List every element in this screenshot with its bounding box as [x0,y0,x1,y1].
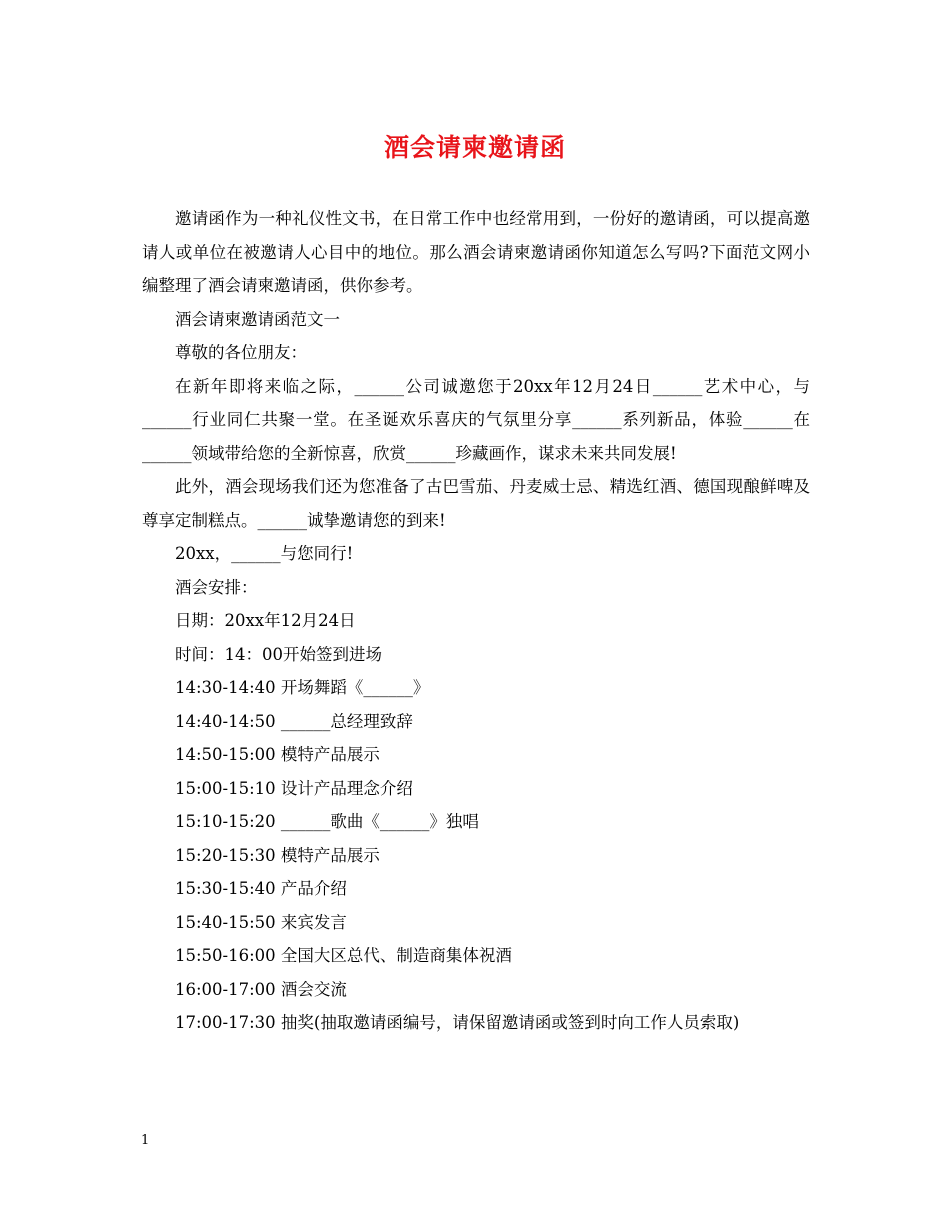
schedule-item: 14:40-14:50 ______总经理致辞 [175,711,413,731]
schedule-item: 15:00-15:10 设计产品理念介绍 [175,778,413,798]
schedule-item: 15:30-15:40 产品介绍 [175,879,347,898]
schedule-item: 14:30-14:40 开场舞蹈《______》 [175,678,430,697]
extras-paragraph: 此外，酒会现场我们还为您准备了古巴雪茄、丹麦威士忌、精选红酒、德国现酿鲜啤及尊享定制糕点。______诚挚邀请您的到来! [142,477,810,530]
section-heading: 酒会请柬邀请函范文一 [175,309,340,329]
schedule-time: 时间：14：00开始签到进场 [175,644,382,664]
invitation-paragraph: 在新年即将来临之际，______公司诚邀您于20xx年12月24日______艺术中心，与______行业同仁共聚一堂。在圣诞欢乐喜庆的气氛里分享______系列新品，体验______在______领域带给您的全新惊喜，欣赏______珍藏画作，谋求未来共同发展! [142,376,810,463]
intro-paragraph: 邀请函作为一种礼仪性文书，在日常工作中也经常用到，一份好的邀请函，可以提高邀请人或单位在被邀请人心目中的地位。那么酒会请柬邀请函你知道怎么写吗?下面范文网小编整理了酒会请柬邀请函，供你参考。 [142,209,810,295]
schedule-item: 17:00-17:30 抽奖(抽取邀请函编号，请保留邀请函或签到时向工作人员索取) [175,1013,740,1032]
document-body [142,202,810,1040]
schedule-item: 15:40-15:50 来宾发言 [175,912,347,932]
slogan-line: 20xx，______与您同行! [175,544,354,563]
schedule-item: 15:20-15:30 模特产品展示 [175,845,380,865]
salutation: 尊敬的各位朋友： [175,343,307,362]
page-number: 1 [141,1133,150,1148]
schedule-item: 16:00-17:00 酒会交流 [175,979,347,999]
document-title: 酒会请柬邀请函 [383,133,566,162]
schedule-heading: 酒会安排： [175,577,258,597]
schedule-date: 日期：20xx年12月24日 [175,611,356,630]
schedule-item: 15:50-16:00 全国大区总代、制造商集体祝酒 [175,946,512,965]
schedule-item: 15:10-15:20 ______歌曲《______》独唱 [175,812,479,831]
schedule-item: 14:50-15:00 模特产品展示 [175,745,380,764]
